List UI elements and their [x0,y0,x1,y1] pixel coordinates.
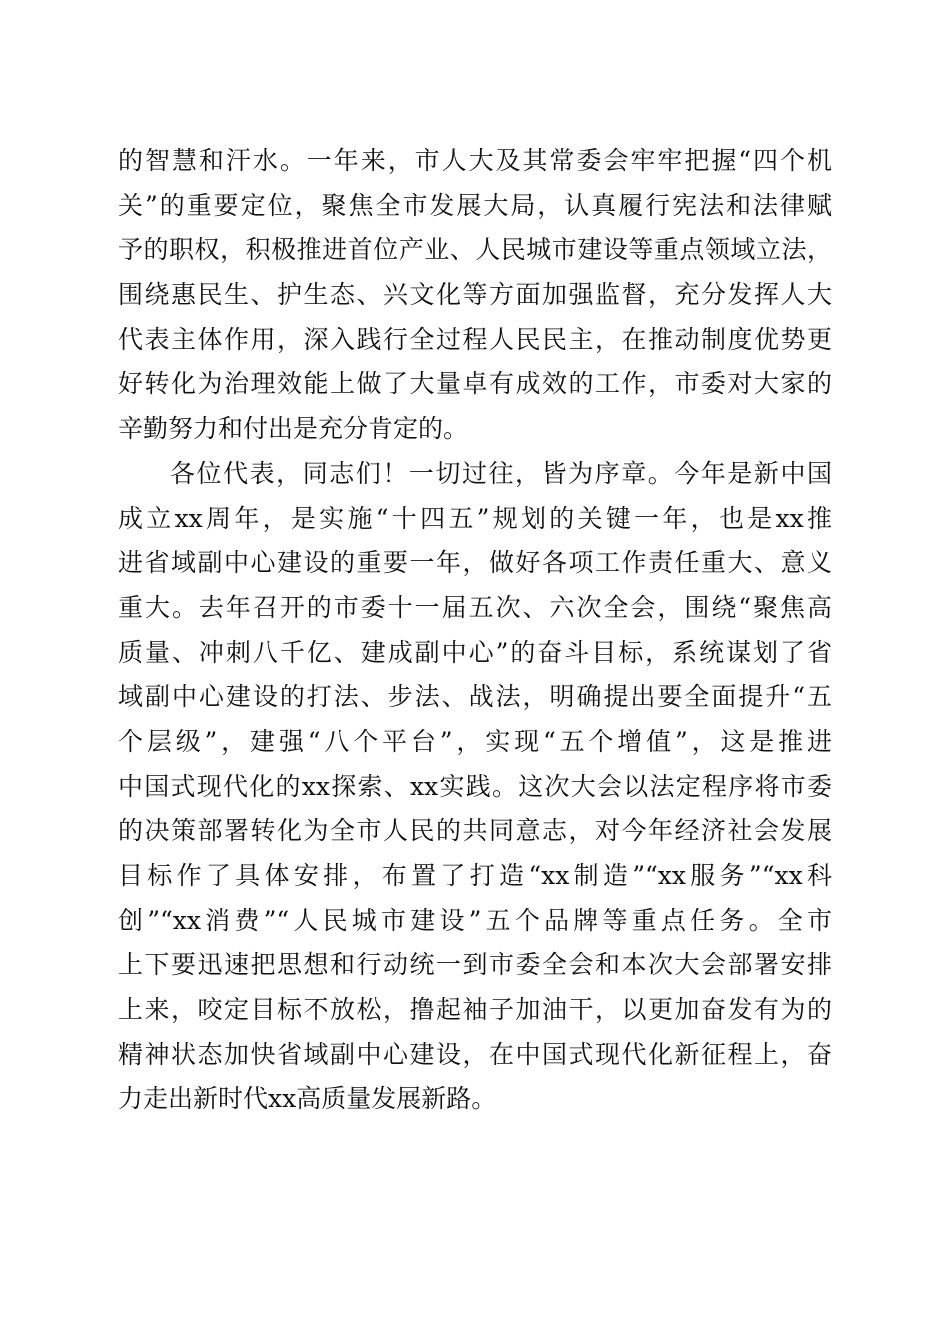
text-line: 代表主体作用，深入践行全过程人民民主，在推动制度优势更 [118,324,832,354]
text-line: 力走出新时代xx高质量发展新路。 [118,1084,497,1114]
text-line: 的智慧和汗水。一年来，市人大及其常委会牢牢把握“四个机 [118,146,832,175]
text-line: 精神状态加快省域副中心建设，在中国式现代化新征程上，奋 [118,1039,832,1069]
text-line: 的决策部署转化为全市人民的共同意志，对今年经济社会发展 [118,816,832,846]
text-line: 个层级”，建强“八个平台”，实现“五个增值”，这是推进 [118,726,832,756]
text-line: 予的职权，积极推进首位产业、人民城市建设等重点领域立法， [118,235,832,265]
text-line: 质量、冲刺八千亿、建成副中心”的奋斗目标，系统谋划了省 [118,637,832,667]
text-line: 围绕惠民生、护生态、兴文化等方面加强监督，充分发挥人大 [118,280,832,310]
text-line: 创”“xx消费”“人民城市建设”五个品牌等重点任务。全市 [118,905,832,935]
text-line: 域副中心建设的打法、步法、战法，明确提出要全面提升“五 [118,682,832,712]
text-line: 中国式现代化的xx探索、xx实践。这次大会以法定程序将市委 [118,771,832,801]
text-line: 辛勤努力和付出是充分肯定的。 [118,414,469,444]
paragraph-2 [118,452,832,1122]
text-line: 进省域副中心建设的重要一年，做好各项工作责任重大、意义 [118,548,832,578]
text-line: 目标作了具体安排，布置了打造“xx制造”“xx服务”“xx科 [118,861,832,890]
text-line: 上下要迅速把思想和行动统一到市委全会和本次大会部署安排 [118,950,832,980]
text-line: 重大。去年召开的市委十一届五次、六次全会，围绕“聚焦高 [118,592,832,622]
paragraph-1 [118,139,832,452]
text-line: 上来，咬定目标不放松，撸起袖子加油干，以更加奋发有为的 [118,995,832,1025]
text-line: 关”的重要定位，聚焦全市发展大局，认真履行宪法和法律赋 [118,190,832,220]
body-text [118,139,832,1122]
text-line: 各位代表，同志们！一切过往，皆为序章。今年是新中国 [170,458,832,488]
text-line: 成立xx周年，是实施“十四五”规划的关键一年，也是xx推 [118,503,832,533]
text-line: 好转化为治理效能上做了大量卓有成效的工作，市委对大家的 [118,369,832,399]
